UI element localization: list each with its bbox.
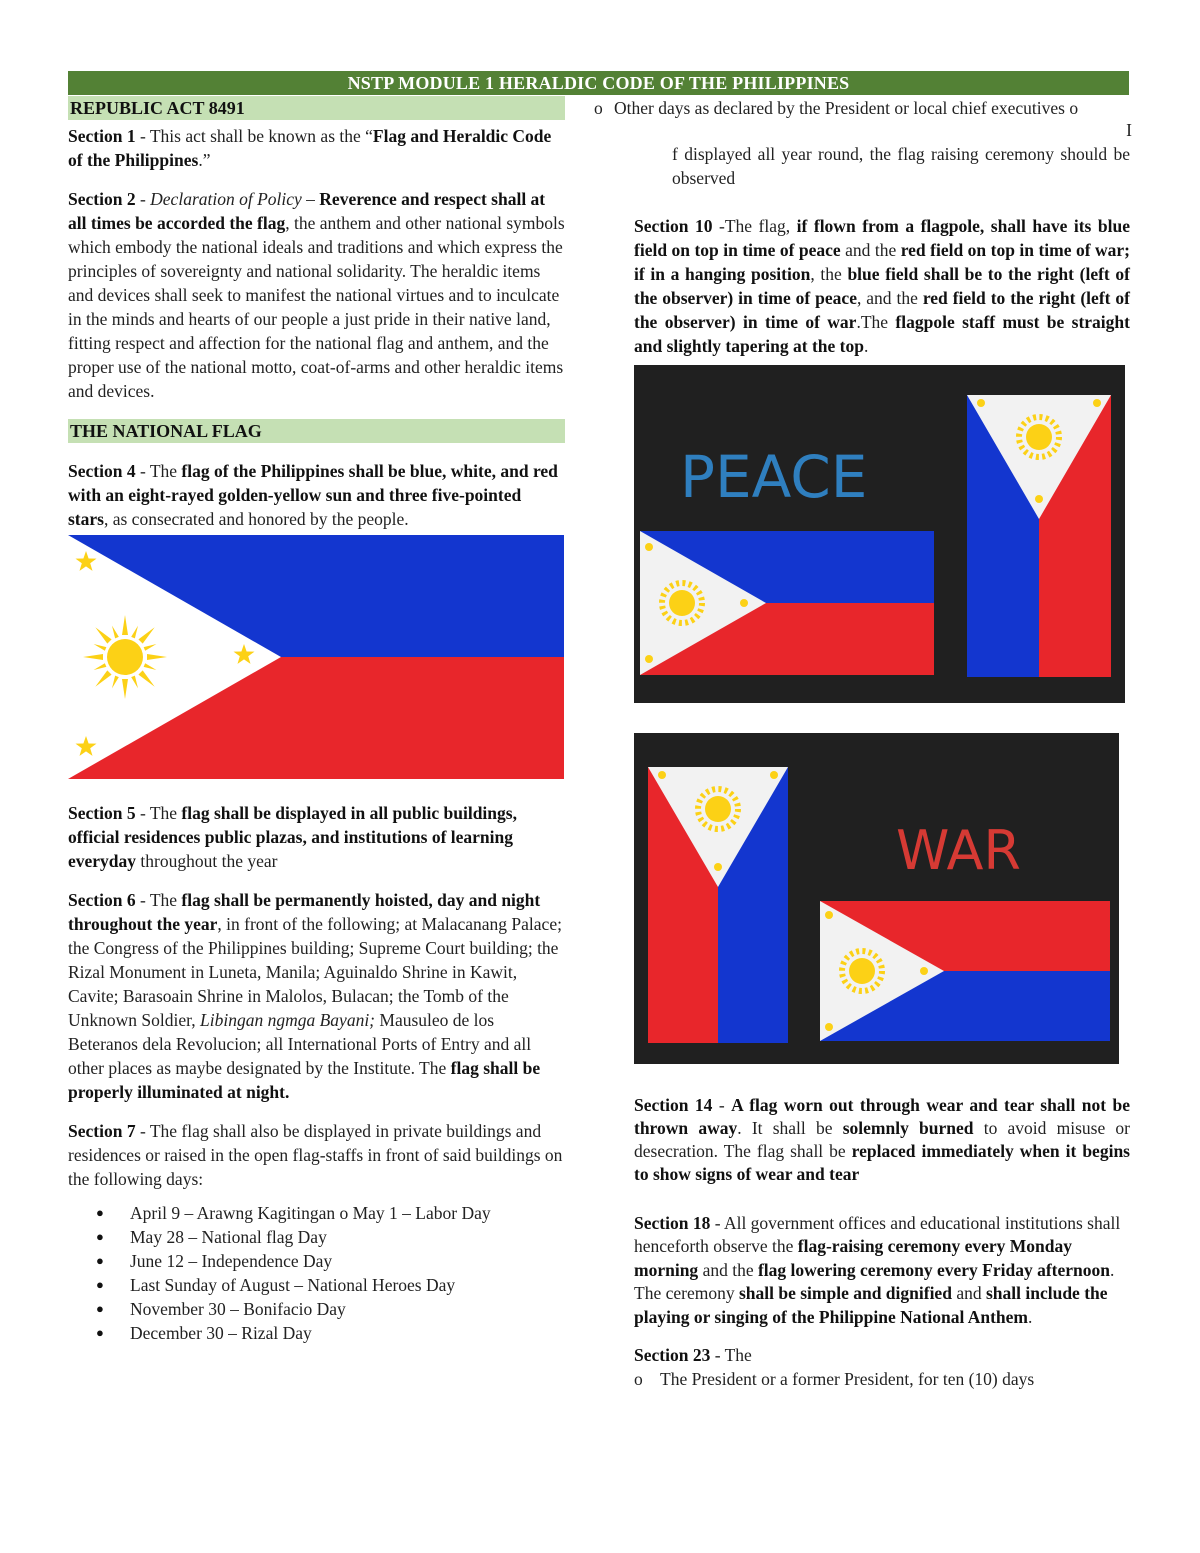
list-item: ● Last Sunday of August – National Heroes Day — [68, 1273, 565, 1297]
other-days-item: o Other days as declared by the President or local chief executives o — [594, 98, 1079, 118]
section-4: Section 4 - The flag of the Philippines shall be blue, white, and red with an eight-rayed golden-yellow sun and three five-pointed stars, as consecrated and honored by the people. — [68, 461, 558, 529]
list-item: ● December 30 – Rizal Day — [68, 1321, 565, 1345]
left-column — [68, 96, 565, 1345]
stray-character: I — [1126, 120, 1132, 140]
list-item: ● May 28 – National flag Day — [68, 1225, 565, 1249]
section-1: Section 1 - This act shall be known as the “Flag and Heraldic Code of the Philippines.” — [68, 126, 552, 170]
list-item: ● June 12 – Independence Day — [68, 1249, 565, 1273]
peace-label: PEACE — [680, 443, 868, 511]
war-label: WAR — [896, 819, 1021, 882]
section-23: Section 23 - The — [634, 1345, 752, 1366]
list-item: ● April 9 – Arawng Kagitingan o May 1 – Labor Day — [68, 1201, 565, 1225]
section-14: Section 14 - A flag worn out through wear and tear shall not be thrown away. It shall be solemnly burned to avoid misuse or desecration. The flag shall be replaced immediately when it begins to show signs of wear and tear — [634, 1095, 1131, 1184]
section-18: Section 18 - All government offices and educational institutions shall henceforth observe the flag-raising ceremony every Monday morning and the flag lowering ceremony every Friday afternoon. The ceremony shall be simple and dignified and shall include the playing or singing of the Philippine National Anthem. — [634, 1213, 1121, 1327]
philippine-flag-image — [68, 535, 564, 779]
section-6: Section 6 - The flag shall be permanently hoisted, day and night throughout the year, in front of the following; at Malacanang Palace; the Congress of the Philippines building; Supreme Court building; the Rizal Monument in Luneta, Manila; Aguinaldo Shrine in Kawit, Cavite; Barasoain Shrine in Malolos, Bulacan; the Tomb of the Unknown Soldier, Libingan ngmga Bayani; Mausuleo de los Beteranos dela Revolucion; all International Ports of Entry and all other places as maybe designated by the Institute. The flag shall be properly illuminated at night. — [68, 890, 562, 1102]
section-header-national-flag: THE NATIONAL FLAG — [68, 419, 565, 443]
right-column-top — [594, 96, 1146, 190]
year-round-note: f displayed all year round, the flag raising ceremony should be observed — [672, 144, 1130, 188]
list-item: ● November 30 – Bonifacio Day — [68, 1297, 565, 1321]
section-5: Section 5 - The flag shall be displayed in all public buildings, official residences public plazas, and institutions of learning everyday throughout the year — [68, 803, 517, 871]
display-days-list — [68, 1201, 565, 1345]
section-2: Section 2 - Declaration of Policy – Reverence and respect shall at all times be accorded the flag, the anthem and other national symbols which embody the national ideals and traditions and which express the principles of sovereignty and national solidarity. The heraldic items and devices shall seek to manifest the national virtues and to inculcate in the minds and hearts of our people a just pride in their native land, fitting respect and affection for the national flag and anthem, and the proper use of the national motto, coat-of-arms and other heraldic items and devices. — [68, 189, 565, 401]
peace-flag-image — [634, 365, 1125, 703]
right-column — [634, 214, 1130, 1391]
page-title: NSTP MODULE 1 HERALDIC CODE OF THE PHILIPPINES — [68, 71, 1129, 95]
section-23-item: o The President or a former President, for ten (10) days — [634, 1369, 1035, 1390]
section-10: Section 10 -The flag, if flown from a flagpole, shall have its blue field on top in time of peace and the red field on top in time of war; if in a hanging position, the blue field shall be to the right (left of the observer) in time of peace, and the red field to the right (left of the observer) in time of war.The flagpole staff must be straight and slightly tapering at the top. — [634, 216, 1130, 356]
section-header-republic-act: REPUBLIC ACT 8491 — [68, 96, 565, 120]
war-flag-image — [634, 733, 1119, 1064]
section-7: Section 7 - The flag shall also be displayed in private buildings and residences or raised in the open flag-staffs in front of said buildings on the following days: — [68, 1121, 563, 1189]
